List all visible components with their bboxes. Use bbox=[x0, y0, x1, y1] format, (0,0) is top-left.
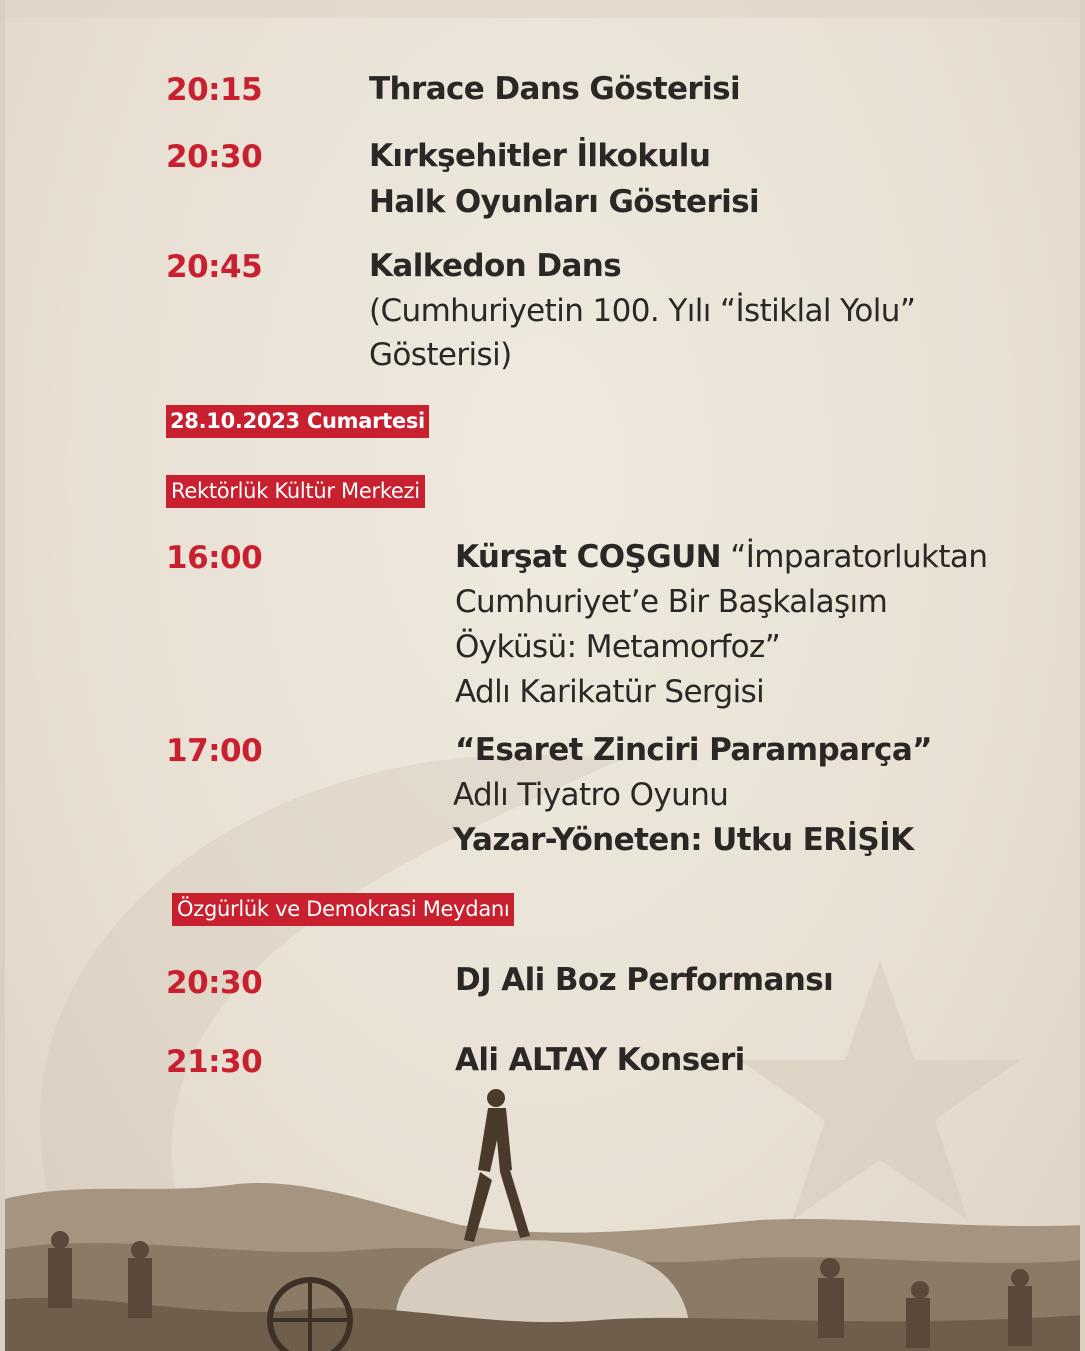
event-time: 16:00 bbox=[166, 540, 263, 576]
event-subtitle: (Cumhuriyetin 100. Yılı “İstiklal Yolu” bbox=[369, 293, 916, 329]
event-title: Thrace Dans Gösterisi bbox=[369, 71, 741, 107]
event-credit: Yazar-Yöneten: Utku ERİŞİK bbox=[453, 822, 914, 858]
right-border bbox=[1080, 0, 1085, 1351]
event-subtitle: Gösterisi) bbox=[369, 337, 512, 373]
event-time: 20:30 bbox=[166, 965, 263, 1001]
event-subtitle: Adlı Tiyatro Oyunu bbox=[453, 777, 729, 813]
artist-name: Kürşat COŞGUN bbox=[455, 539, 722, 575]
event-title: Halk Oyunları Gösterisi bbox=[369, 184, 760, 220]
date-badge: 28.10.2023 Cumartesi bbox=[166, 405, 429, 438]
event-title: Cumhuriyet’e Bir Başkalaşım bbox=[455, 584, 888, 620]
event-title: Kırkşehitler İlkokulu bbox=[369, 138, 711, 174]
event-title: Öyküsü: Metamorfoz” bbox=[455, 629, 781, 665]
venue-badge: Özgürlük ve Demokrasi Meydanı bbox=[172, 893, 514, 926]
event-title-rest: “İmparatorluktan bbox=[721, 539, 988, 575]
event-title: “Esaret Zinciri Paramparça” bbox=[455, 732, 932, 768]
event-time: 21:30 bbox=[166, 1044, 263, 1080]
left-border bbox=[0, 0, 5, 1351]
event-time: 20:30 bbox=[166, 139, 263, 175]
venue-badge: Rektörlük Kültür Merkezi bbox=[166, 475, 425, 508]
event-time: 20:15 bbox=[166, 72, 263, 108]
event-title: DJ Ali Boz Performansı bbox=[455, 962, 834, 998]
event-subtitle: Adlı Karikatür Sergisi bbox=[455, 674, 765, 710]
event-time: 17:00 bbox=[166, 733, 263, 769]
event-time: 20:45 bbox=[166, 249, 263, 285]
event-title: Ali ALTAY Konseri bbox=[455, 1042, 745, 1078]
event-title: Kalkedon Dans bbox=[369, 248, 622, 284]
event-title bbox=[455, 535, 987, 580]
